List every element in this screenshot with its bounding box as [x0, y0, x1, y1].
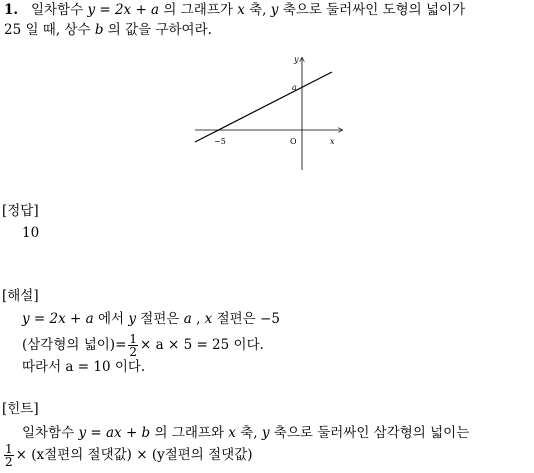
- fraction-one-half: [4, 443, 14, 468]
- hint-variable-x: x: [228, 425, 236, 441]
- solution-header: [해설]: [2, 288, 39, 304]
- linear-function-graph: [190, 50, 350, 175]
- x-axis-label: x: [330, 137, 335, 146]
- problem-number: 1.: [4, 2, 19, 18]
- fraction-denominator: 2: [5, 455, 13, 469]
- fraction-numerator: 1: [5, 442, 13, 456]
- problem-equation: y = 2x + a: [87, 2, 160, 18]
- problem-text: 일차함수: [30, 2, 84, 18]
- solution-text: × a × 5 = 25 이다.: [140, 337, 264, 353]
- origin-label: O: [290, 137, 297, 146]
- problem-text: 25 일 때, 상수: [4, 22, 91, 38]
- hint-text: 축으로 둘러싸인 삼각형의 넓이는: [273, 425, 470, 441]
- solution-variable-a: a: [183, 311, 192, 327]
- solution-line-1: [22, 311, 280, 327]
- solution-variable-y: y: [128, 311, 136, 327]
- hint-text: 일차함수: [22, 425, 75, 441]
- problem-text: 축,: [249, 2, 267, 18]
- solution-text: ,: [196, 311, 201, 327]
- solution-line-3: 따라서 a = 10 이다.: [22, 359, 146, 375]
- hint-variable-y: y: [261, 425, 270, 441]
- hint-line-2: [2, 441, 253, 469]
- y-axis-label: y: [294, 55, 299, 64]
- solution-equation: y = 2x + a: [22, 311, 94, 327]
- answer-value: 10: [22, 225, 40, 241]
- hint-text: 축,: [240, 425, 258, 441]
- solution-text: 절편은 −5: [216, 311, 280, 327]
- hint-text: × (x절편의 절댓값) × (y절편의 절댓값): [15, 447, 253, 463]
- problem-text: 축으로 둘러싸인 도형의 넓이가: [282, 2, 466, 18]
- hint-text: 의 그래프와: [154, 425, 224, 441]
- solution-variable-x: x: [204, 311, 213, 327]
- problem-variable-x: x: [237, 2, 245, 18]
- function-line: [195, 72, 332, 142]
- solution-line-2: [22, 331, 264, 359]
- solution-text: 절편은: [140, 311, 180, 327]
- hint-header: [힌트]: [2, 401, 39, 417]
- problem-variable-y: y: [270, 2, 279, 18]
- hint-line-1: [22, 425, 469, 441]
- hint-equation: y = ax + b: [78, 425, 151, 441]
- x-intercept-label: −5: [214, 137, 226, 146]
- fraction-numerator: 1: [129, 332, 138, 346]
- solution-text: 에서: [97, 311, 125, 327]
- problem-text: 의 값을 구하여라.: [107, 22, 212, 38]
- solution-text: (삼각형의 넓이)=: [22, 337, 127, 353]
- problem-variable-b: b: [94, 22, 104, 38]
- problem-line-2: [4, 22, 212, 38]
- fraction-one-half: [128, 333, 138, 358]
- y-intercept-label: a: [292, 83, 297, 92]
- fraction-denominator: 2: [129, 345, 138, 359]
- problem-text: 의 그래프가: [163, 2, 233, 18]
- problem-line-1: [4, 2, 465, 18]
- answer-header: [정답]: [2, 203, 39, 219]
